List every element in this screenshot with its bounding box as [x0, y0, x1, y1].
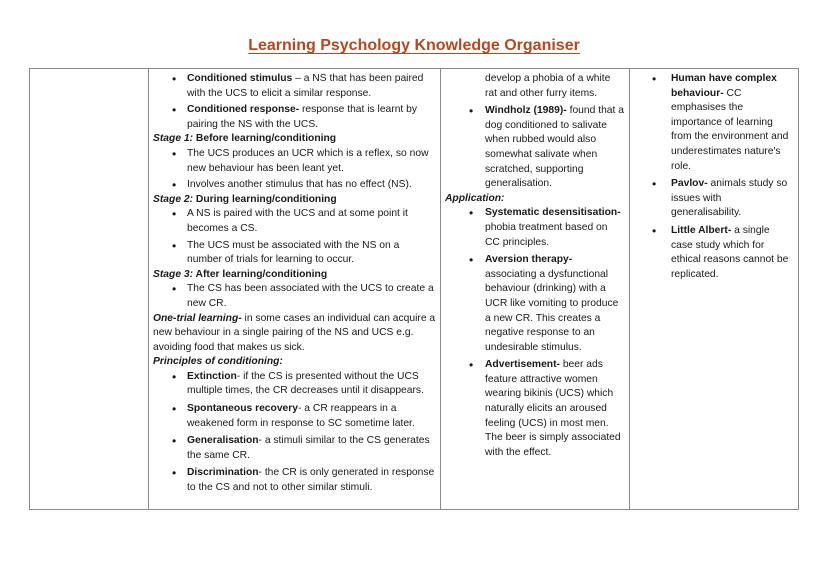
stage-item: • A NS is paired with the UCS and at some point it becomes a CS.: [153, 207, 436, 236]
page-title: Learning Psychology Knowledge Organiser: [248, 37, 580, 54]
application-item: • Aversion therapy- associating a dysfunctional behaviour (drinking) with a UCR like vomiting to produce a new CR. This creates a negative response to an undesirable stimulus.: [445, 253, 625, 355]
evaluation-item: • Human have complex behaviour- CC emphasises the importance of learning from the environment and underestimates nature's role.: [634, 72, 794, 174]
continued-text: develop a phobia of a white rat and other furry items.: [485, 73, 611, 99]
principle-item: • Extinction- if the CS is presented without the UCS multiple times, the CR decreases until it disappears.: [153, 370, 436, 399]
stage-3-heading: Stage 3: After learning/conditioning: [153, 268, 328, 280]
application-item: • Advertisement- beer ads feature attractive women wearing bikinis (UCS) which naturally elicits an aroused feeling (UCS) in most men. The beer is simply associated with the effect.: [445, 358, 625, 460]
evaluation-item: • Little Albert- a single case study which for ethical reasons cannot be replicated.: [634, 224, 794, 282]
empty-column-cell: [30, 69, 149, 510]
application-item: • Systematic desensitisation- phobia treatment based on CC principles.: [445, 206, 625, 250]
stage-1-heading: Stage 1: Before learning/conditioning: [153, 133, 337, 145]
stage-2-heading: Stage 2: During learning/conditioning: [153, 193, 337, 205]
stage-item: • The CS has been associated with the UCS to create a new CR.: [153, 282, 436, 311]
evaluation-cell: [630, 69, 799, 510]
stage-item: • The UCS produces an UCR which is a reflex, so now new behaviour has been leant yet.: [153, 147, 436, 176]
principle-item: • Generalisation- a stimuli similar to the CS generates the same CR.: [153, 434, 436, 463]
knowledge-organiser-table: [29, 68, 799, 510]
definition-item: • Conditioned response- response that is learnt by pairing the NS with the UCS.: [153, 103, 436, 132]
definition-item: • Conditioned stimulus – a NS that has been paired with the UCS to elicit a similar response.: [153, 72, 436, 101]
principle-item: • Discrimination- the CR is only generated in response to the CS and not to other similar stimuli.: [153, 466, 436, 495]
stage-item: • Involves another stimulus that has no effect (NS).: [153, 178, 436, 193]
evaluation-item: • Pavlov- animals study so issues with generalisability.: [634, 177, 794, 221]
research-item: • Windholz (1989)- found that a dog conditioned to salivate when rubbed would also somewhat salivate when scratched, supporting generalisation.: [445, 104, 625, 192]
evidence-application-cell: [441, 69, 630, 510]
classical-conditioning-cell: [149, 69, 441, 510]
stage-item: • The UCS must be associated with the NS on a number of trials for learning to occur.: [153, 239, 436, 268]
principle-item: • Spontaneous recovery- a CR reappears in a weakened form in response to SC sometime later.: [153, 402, 436, 431]
principles-heading: Principles of conditioning:: [153, 356, 283, 368]
application-heading: Application:: [445, 192, 505, 204]
one-trial-learning: One-trial learning- in some cases an individual can acquire a new behaviour in a single pairing of the NS and UCS e.g. avoiding food that makes us sick.: [153, 312, 436, 353]
